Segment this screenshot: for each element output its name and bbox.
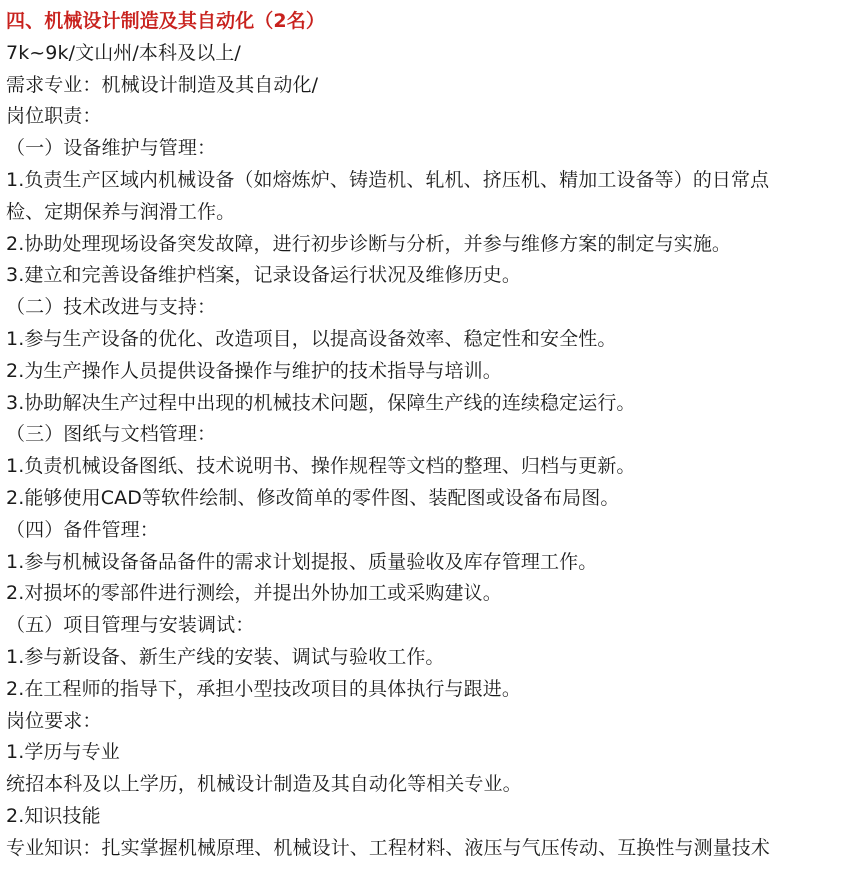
- text-line: 2.知识技能: [6, 804, 101, 827]
- text-line: 检、定期保养与润滑工作。: [6, 200, 236, 223]
- text-line: 专业知识：扎实掌握机械原理、机械设计、工程材料、液压与气压传动、互换性与测量技术: [6, 836, 771, 859]
- text-line: 1.负责机械设备图纸、技术说明书、操作规程等文档的整理、归档与更新。: [6, 455, 636, 478]
- section-title: 四、机械设计制造及其自动化（2名）: [6, 10, 325, 32]
- requirements-heading: 岗位要求：: [6, 709, 102, 732]
- subsection-heading-project-installation: （五）项目管理与安装调试：: [6, 614, 255, 637]
- text-line: 2.能够使用CAD等软件绘制、修改简单的零件图、装配图或设备布局图。: [6, 486, 620, 509]
- subsection-heading-spare-parts: （四）备件管理：: [6, 518, 159, 541]
- salary-location-line: 7k~9k/文山州/本科及以上/: [6, 41, 241, 64]
- text-line: 1.参与新设备、新生产线的安装、调试与验收工作。: [6, 645, 445, 668]
- subsection-heading-technical-support: （二）技术改进与支持：: [6, 296, 217, 319]
- text-line: 1.参与机械设备备品备件的需求计划提报、质量验收及库存管理工作。: [6, 550, 598, 573]
- text-line: 2.协助处理现场设备突发故障，进行初步诊断与分析，并参与维修方案的制定与实施。: [6, 232, 732, 255]
- text-line: 2.为生产操作人员提供设备操作与维护的技术指导与培训。: [6, 359, 502, 382]
- text-line: 3.协助解决生产过程中出现的机械技术问题，保障生产线的连续稳定运行。: [6, 391, 636, 414]
- duties-heading: 岗位职责：: [6, 105, 102, 128]
- text-line: 统招本科及以上学历，机械设计制造及其自动化等相关专业。: [6, 773, 522, 796]
- subsection-heading-drawings-documents: （三）图纸与文档管理：: [6, 423, 217, 446]
- text-line: 2.在工程师的指导下，承担小型技改项目的具体执行与跟进。: [6, 677, 521, 700]
- text-line: 1.参与生产设备的优化、改造项目，以提高设备效率、稳定性和安全性。: [6, 327, 617, 350]
- text-line: 1.学历与专业: [6, 741, 120, 764]
- text-line: 1.负责生产区域内机械设备（如熔炼炉、铸造机、轧机、挤压机、精加工设备等）的日常点: [6, 168, 770, 191]
- text-line: 2.对损坏的零部件进行测绘，并提出外协加工或采购建议。: [6, 582, 502, 605]
- subsection-heading-equipment-maintenance: （一）设备维护与管理：: [6, 137, 217, 160]
- text-line: 3.建立和完善设备维护档案，记录设备运行状况及维修历史。: [6, 264, 521, 287]
- major-requirement-line: 需求专业：机械设计制造及其自动化/: [6, 73, 319, 96]
